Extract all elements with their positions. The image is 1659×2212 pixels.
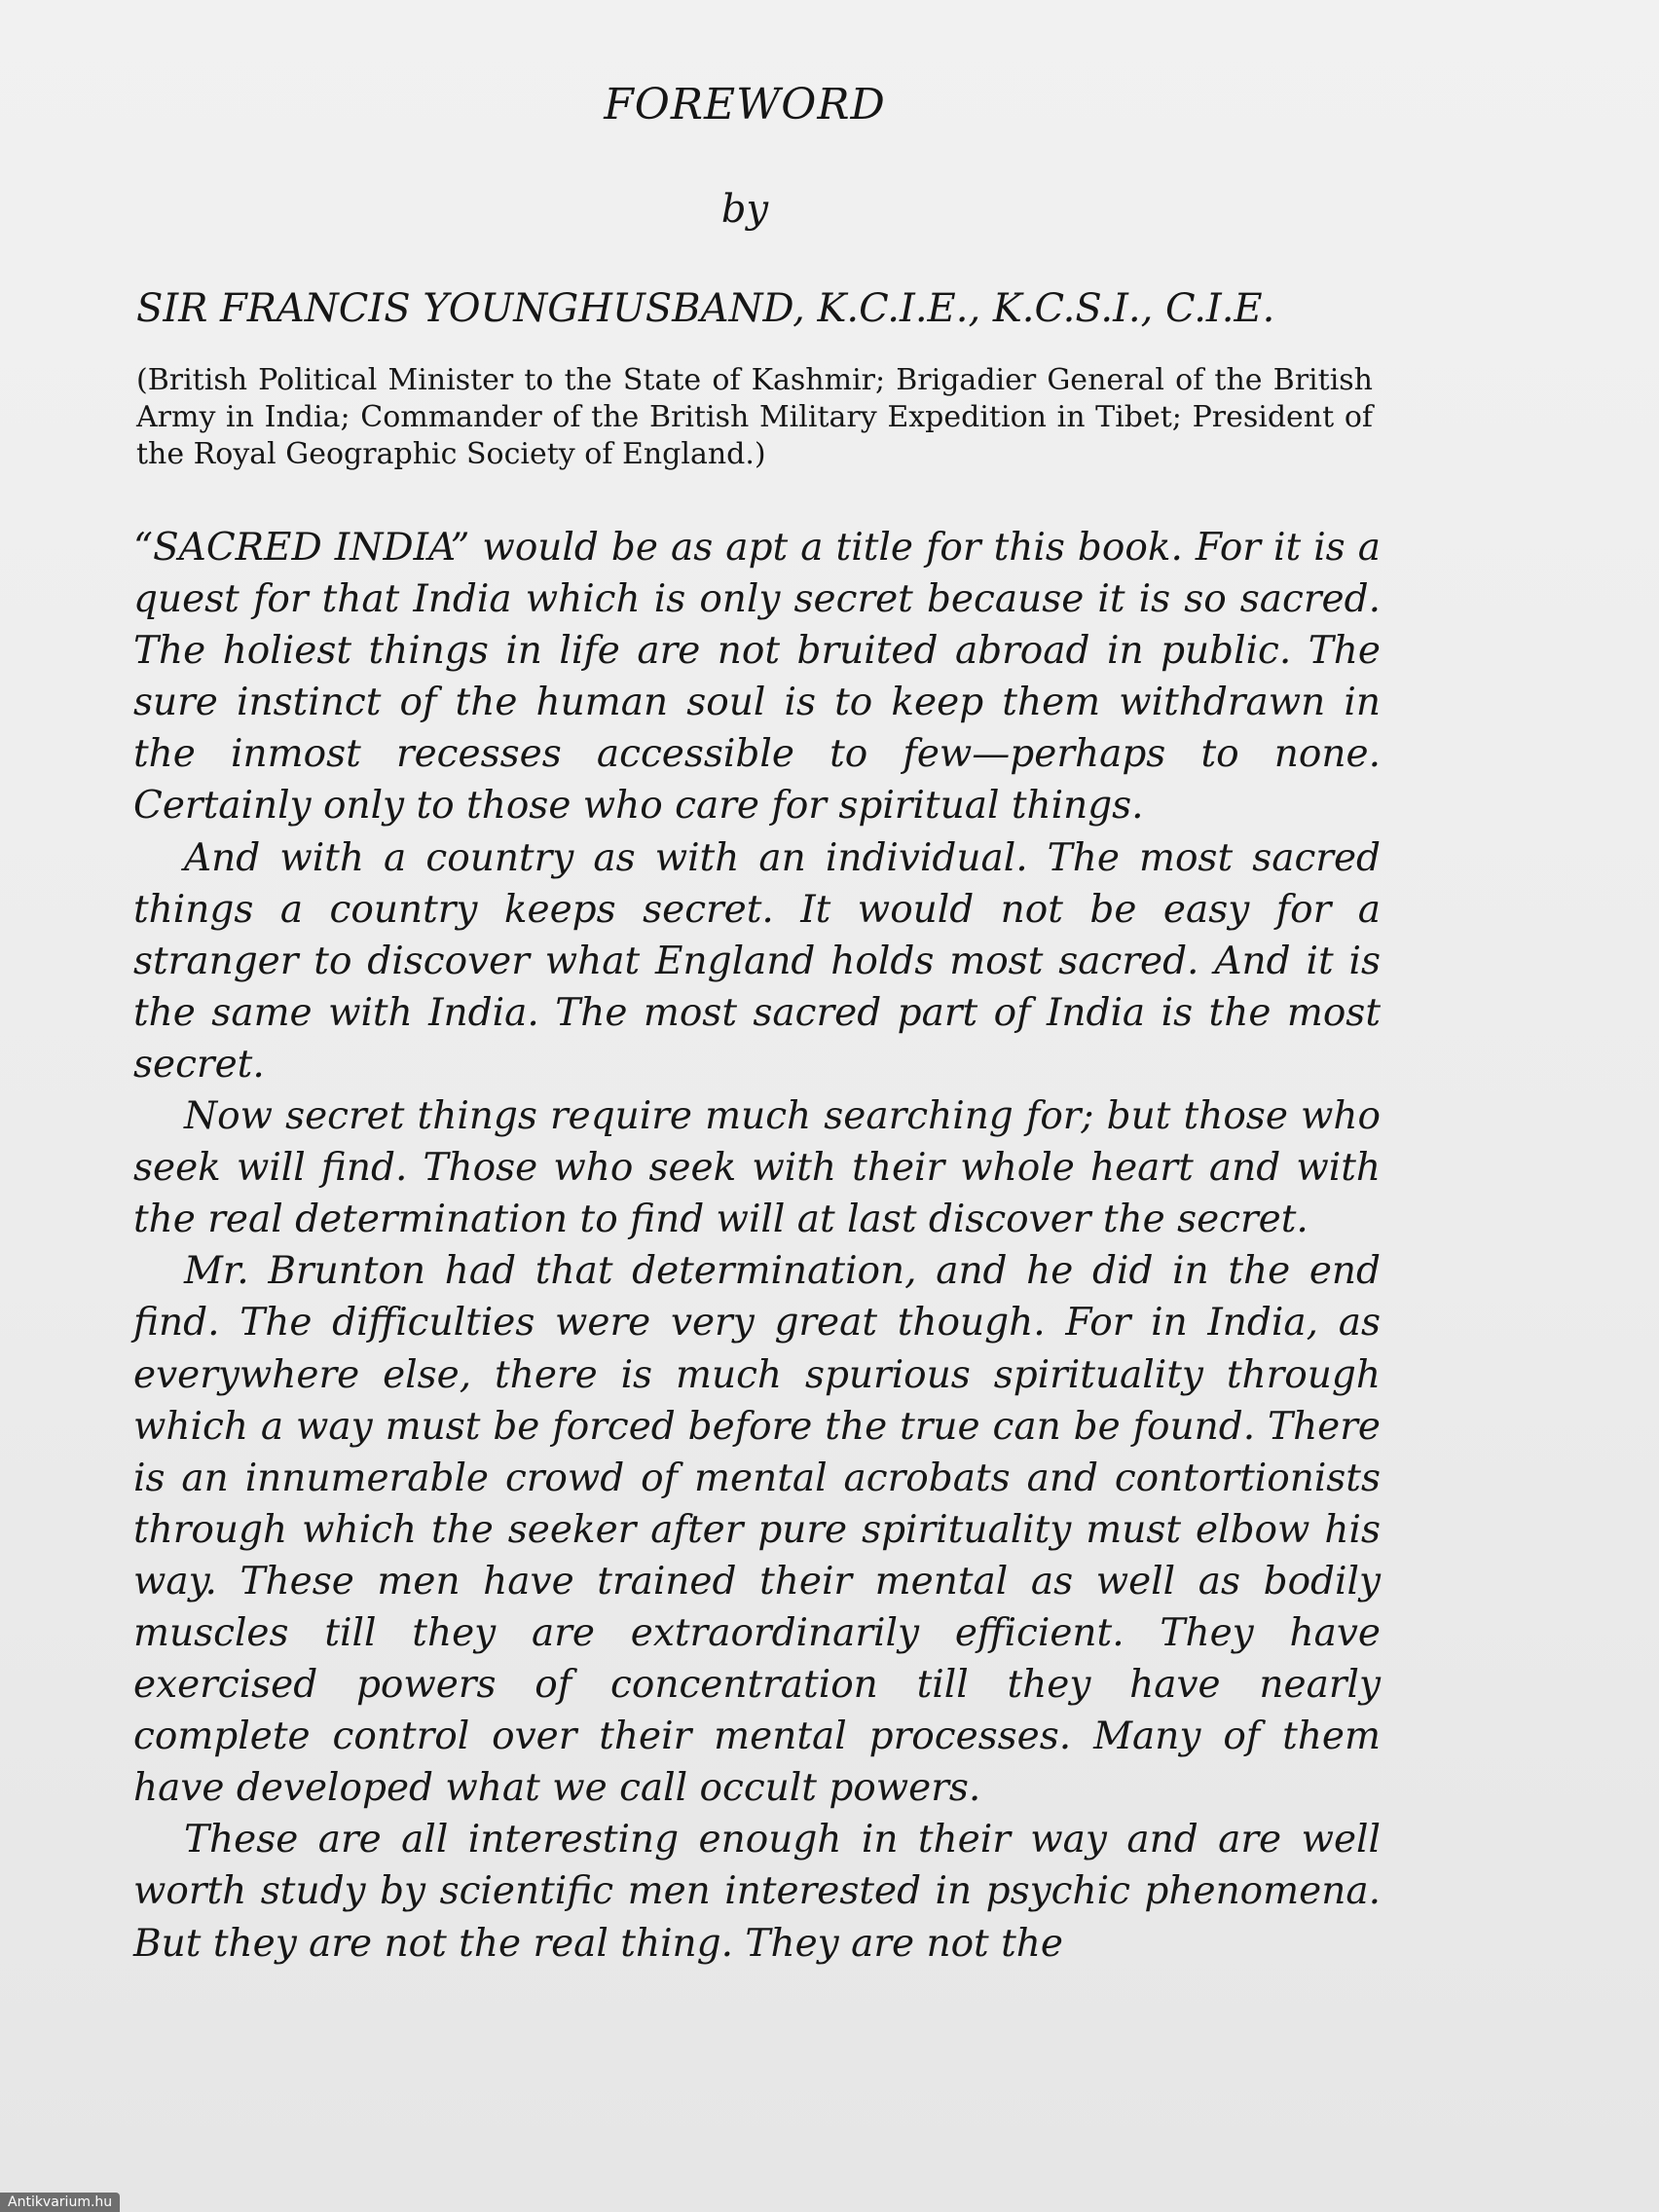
author-credentials: (British Political Minister to the State of Kashmir; Brigadier General of the British Army in India; Commander of the British Military Expedition in Tibet; President of the Royal Geographic Society of England.) (136, 363, 1373, 471)
by-line: by (720, 187, 769, 232)
author-name: SIR FRANCIS YOUNGHUSBAND, K.C.I.E., K.C.S.I., C.I.E. (136, 286, 1275, 331)
paragraph: Now secret things require much searching for; but those who seek will find. Those who seek with their whole heart and with the real determination to find will at last discover the secret. (133, 1094, 1381, 1242)
paragraph: And with a country as with an individual. The most sacred things a country keeps secret. It would not be easy for a stranger to discover what England holds most sacred. And it is the same with India. The most sacred part of India is the most secret. (133, 835, 1381, 1087)
paragraph: Mr. Brunton had that determination, and he did in the end find. The difficulties were very great though. For in India, as everywhere else, there is much spurious spirituality through which a way must be forced before the true can be found. There is an innumerable crowd of mental acrobats and contortionists through which the seeker after pure spirituality must elbow his way. These men have trained their mental as well as bodily muscles till they are extraordinarily efficient. They have exercised powers of concentration till they have nearly complete control over their mental processes. Many of them have developed what we call occult powers. (133, 1249, 1381, 1811)
foreword-body (133, 522, 1381, 1970)
watermark: Antikvarium.hu (0, 2193, 120, 2212)
paragraph: These are all interesting enough in their way and are well worth study by scientific men interested in psychic phenomena. But they are not the real thing. They are not the (133, 1818, 1381, 1966)
paragraph: “SACRED INDIA” would be as apt a title for this book. For it is a quest for that India which is only secret because it is so sacred. The holiest things in life are not bruited abroad in public. The sure instinct of the human soul is to keep them withdrawn in the inmost recesses accessible to few—perhaps to none. Certainly only to those who care for spiritual things. (133, 526, 1381, 829)
page-title: FOREWORD (604, 80, 886, 129)
